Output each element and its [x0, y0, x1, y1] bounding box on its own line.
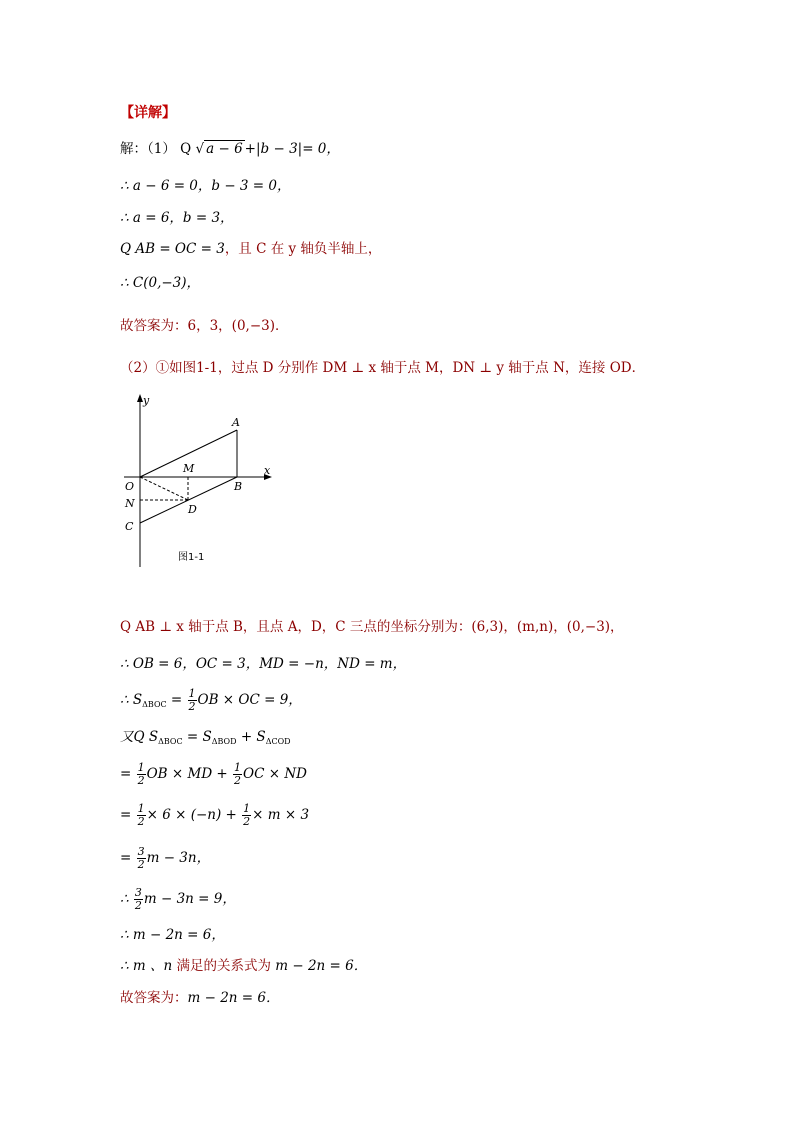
abs-expression: +|b − 3|= 0，: [244, 141, 340, 157]
equals-sign: =: [166, 692, 187, 708]
area-split-start: 又Q S: [120, 729, 159, 745]
area-substitution-line: [120, 803, 309, 828]
label-M: M: [183, 462, 195, 475]
term-1: OB × MD +: [146, 766, 228, 782]
sub-cod: ΔCOD: [265, 737, 291, 746]
label-y: y: [143, 394, 150, 407]
coordinates-statement: Q AB ⊥ x 轴于点 B，且点 A，D，C 三点的坐标分别为：(6,3)，(m,n)，(0,−3)，: [120, 619, 624, 635]
area-split-line: [120, 728, 291, 751]
because-symbol: Q: [180, 141, 192, 157]
solution-line-8: [120, 618, 624, 636]
answer-values: 6，3，(0,−3)．: [187, 318, 289, 334]
fraction-half: $\frac{1}{2}$: [137, 802, 145, 828]
term-2: OC × ND: [243, 766, 307, 782]
area-simplified-line: [120, 846, 210, 871]
therefore-symbol: ∴: [120, 891, 129, 907]
relation-line: [120, 957, 367, 975]
part2-intro: （2）①如图1-1，过点 D 分别作 DM ⊥ x 轴于点 M，DN ⊥ y 轴于点 N，连接 OD．: [120, 360, 646, 376]
equation-line: [120, 887, 236, 912]
fraction-half: $\frac{1}{2}$: [188, 687, 196, 713]
length-equation: Q AB = OC = 3: [120, 241, 225, 257]
answer-label: 故答案为：: [120, 318, 188, 334]
term-2: × m × 3: [252, 807, 310, 823]
equals-sign: =: [120, 807, 132, 823]
label-O: O: [125, 480, 135, 493]
fraction-half: $\frac{1}{2}$: [243, 802, 251, 828]
relation-equation: m − 2n = 6．: [270, 958, 368, 974]
equals-sign: =: [120, 850, 132, 866]
area-symbol: ∴ S: [120, 692, 143, 708]
answer-line-1: [120, 317, 289, 335]
variables: ∴ m 、n: [120, 958, 173, 974]
fraction-three-halves: $\frac{3}{2}$: [137, 845, 145, 871]
sub-boc: ΔBOC: [158, 737, 183, 746]
segment-OD: [140, 477, 188, 500]
answer-label: 故答案为：: [120, 990, 188, 1006]
label-x: x: [264, 464, 271, 477]
solution-line-5: ∴ C(0,−3)，: [120, 275, 201, 291]
solution-line-2: ∴ a − 6 = 0，b − 3 = 0，: [120, 178, 291, 194]
solution-line-4: [120, 240, 381, 258]
label-A: A: [232, 416, 240, 429]
relation-label: 满足的关系式为: [172, 958, 271, 974]
solution-line-9: ∴ OB = 6，OC = 3，MD = −n，ND = m，: [120, 656, 407, 672]
term-1: × 6 × (−n) +: [146, 807, 237, 823]
equals-sign: =: [120, 766, 132, 782]
equation-expression: m − 3n = 9，: [143, 891, 236, 907]
part1-label: 解：（1）: [120, 141, 176, 157]
label-C: C: [125, 520, 134, 533]
fraction-three-halves: $\frac{3}{2}$: [134, 886, 142, 912]
fraction-half: $\frac{1}{2}$: [234, 761, 242, 787]
area-subscript: ΔBOC: [142, 700, 167, 709]
area-expression: OB × OC = 9，: [197, 692, 302, 708]
solution-line-16: ∴ m − 2n = 6，: [120, 927, 225, 943]
area-split-plus: + S: [236, 729, 266, 745]
sub-bod: ΔBOD: [211, 737, 237, 746]
label-B: B: [234, 480, 243, 493]
figure-1-1: [118, 390, 278, 572]
area-boc-line: [120, 688, 302, 714]
simplified-expression: m − 3n，: [146, 850, 211, 866]
fraction-half: $\frac{1}{2}$: [137, 761, 145, 787]
solution-line-1: 解：（1） Q √ a − 6 +|b − 3|= 0，: [120, 141, 340, 157]
label-D: D: [188, 503, 197, 516]
section-heading: 【详解】: [120, 105, 176, 121]
solution-line-3: ∴ a = 6，b = 3，: [120, 210, 234, 226]
sqrt-expression: a − 6: [206, 141, 243, 157]
figure-caption: 图1-1: [178, 552, 205, 563]
area-split-mid: = S: [182, 729, 212, 745]
answer-line-2: [120, 989, 279, 1007]
area-expansion-line: [120, 762, 307, 787]
label-N: N: [125, 497, 135, 510]
condition-text: ，且 C 在 y 轴负半轴上，: [224, 241, 382, 257]
answer-equation: m − 2n = 6．: [187, 990, 280, 1006]
